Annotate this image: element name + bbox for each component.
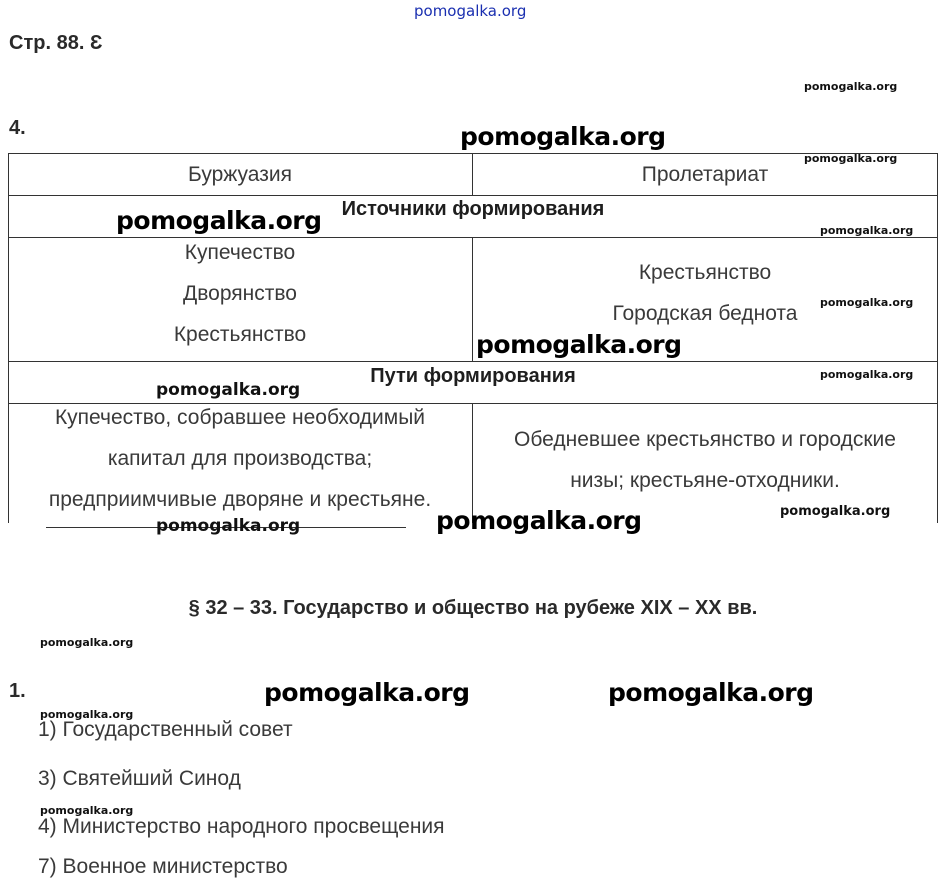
page-reference: Стр. 88. Ɛ: [9, 32, 103, 54]
task-number-1: 1.: [9, 680, 26, 702]
section-paths-heading: Пути формирования: [370, 365, 576, 387]
sources-bourgeoisie-item: Крестьянство: [173, 323, 307, 346]
watermark-small: pomogalka.org: [820, 224, 914, 237]
watermark-large: pomogalka.org: [436, 506, 642, 535]
watermark-small: pomogalka.org: [40, 708, 134, 721]
watermark-small: pomogalka.org: [820, 368, 914, 381]
header-bourgeoisie: Буржуазия: [188, 163, 292, 186]
table-border: [8, 361, 938, 362]
watermark-large: pomogalka.org: [460, 122, 666, 151]
sources-bourgeoisie-item: Купечество: [184, 241, 296, 264]
watermark-small: pomogalka.org: [780, 504, 891, 519]
watermark-small: pomogalka.org: [804, 152, 898, 165]
watermark-large: pomogalka.org: [264, 678, 470, 707]
paths-proletariat-line: низы; крестьяне-отходники.: [570, 469, 840, 492]
answer-item: 4) Министерство народного просвещения: [38, 815, 445, 838]
answer-item: 7) Военное министерство: [38, 855, 288, 878]
table-border: [8, 195, 938, 196]
paragraph-title: § 32 – 33. Государство и общество на рубеже XIX – XX вв.: [188, 597, 758, 619]
watermark-large: pomogalka.org: [116, 206, 322, 235]
watermark-medium: pomogalka.org: [156, 380, 301, 400]
sources-bourgeoisie-item: Дворянство: [183, 282, 297, 305]
paths-proletariat: [473, 419, 937, 501]
sources-proletariat-item: Городская беднота: [612, 302, 798, 325]
watermark-small: pomogalka.org: [40, 804, 134, 817]
watermark-small: pomogalka.org: [40, 636, 134, 649]
sources-bourgeoisie: [8, 232, 472, 355]
watermark-large: pomogalka.org: [608, 678, 814, 707]
watermark-small: pomogalka.org: [804, 80, 898, 93]
watermark-top: pomogalka.org: [414, 2, 527, 20]
paths-bourgeoisie-line: предприимчивые дворяне и крестьяне.: [48, 488, 432, 511]
watermark-large: pomogalka.org: [476, 330, 682, 359]
watermark-medium: pomogalka.org: [156, 516, 301, 536]
sources-proletariat: [473, 252, 937, 334]
header-proletariat: Пролетариат: [641, 163, 769, 186]
sources-proletariat-item: Крестьянство: [638, 261, 772, 284]
paths-bourgeoisie-line: капитал для производства;: [107, 447, 373, 470]
paths-proletariat-line: Обедневшее крестьянство и городские: [514, 428, 896, 451]
paths-bourgeoisie-line: Купечество, собравшее необходимый: [54, 406, 426, 429]
task-number-4: 4.: [9, 117, 26, 139]
section-sources-heading: Источники формирования: [341, 198, 605, 220]
watermark-small: pomogalka.org: [820, 296, 914, 309]
answer-item: 3) Святейший Синод: [38, 767, 241, 790]
answer-item: 1) Государственный совет: [38, 718, 293, 741]
paths-bourgeoisie: [8, 397, 472, 520]
